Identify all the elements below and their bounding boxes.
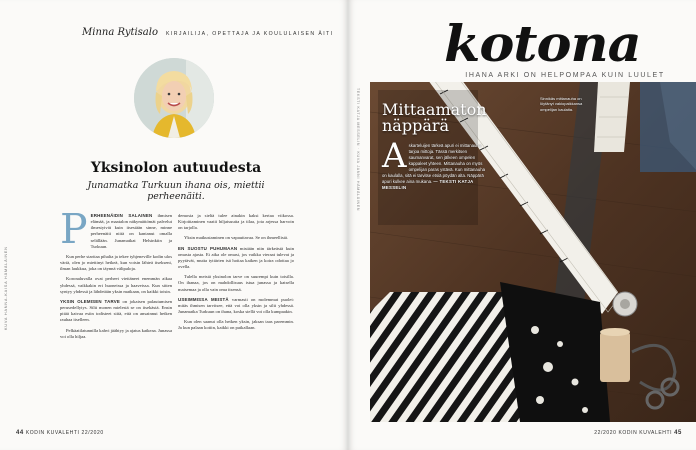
- paragraph: Kun olen saanut olla hetken yksin, jaksan taas paremmin. Ja kun palaan kotiin, kaikki on paikallaan.: [178, 319, 294, 331]
- photo-credit: KUVA HANNA-KAISA HÄMÄLÄINEN: [4, 246, 8, 330]
- folio-right: [594, 430, 682, 436]
- paragraph: Pelkäatilatunnilla kahvi jäähtyy ja ajatus katkeaa. Junassa voi olla hiljaa.: [60, 327, 173, 339]
- section-masthead: kotona: [444, 14, 641, 73]
- article-text: skarteluijen tärkeä apuri ei mittanauha tarjoa mittoja. Tässä merkitsen saumanvarat, sen jälkeen ompelen kappaleet yhteen. Mittanauha on myös ompelijan paras ystävä. Kun mittanauha on kaulalla, sitä ei tarvitse etsiä pöydän alta. Näppärä apuri kulkee aina mukana.: [382, 143, 485, 184]
- byline: [82, 22, 333, 40]
- page-title: Yksinolon autuudesta: [90, 160, 262, 176]
- paragraph: [178, 246, 294, 271]
- folio-left: [16, 430, 104, 436]
- article-title: [382, 102, 487, 134]
- right-page: [348, 0, 696, 450]
- paragraph-text: ihmisen elämää, ja maatalon näkymättömät palvelut ilmestyivät kuin itsestään sinne, minne perheenäiti niitä on kantanut omalla selällään. Junamatkat Helsinkiin ja Turkuun.: [90, 213, 172, 249]
- paragraph: [60, 299, 172, 324]
- article-title-line: näppärä: [382, 116, 450, 135]
- page-number: 44: [16, 430, 24, 436]
- lead-in: ERHEENÄIDIN SALAINEN: [90, 213, 153, 218]
- paragraph: [178, 297, 294, 315]
- article-signature: — TEKSTI KATJA MESSELIN: [382, 179, 474, 190]
- left-column-2: [178, 213, 294, 336]
- article-body: [382, 136, 490, 191]
- left-column-1: [60, 205, 173, 344]
- paragraph-text: mistään niin tärkeästä kuin omasta ajasta. Et aika ole omasi, jos vaikka vieraat tulevat ja pyytävät, mutta tyttärien isä hoitaa kaiken ja koira odottaa jo ovella.: [178, 245, 294, 270]
- byline-role: KIRJAILIJA, OPETTAJA JA KOULULAISEN ÄITI: [166, 31, 334, 37]
- byline-name: Minna Rytisalo: [82, 27, 158, 38]
- article-title-line: Mittaamaton: [382, 100, 487, 119]
- paragraph-text: on jokaisen palautumisen perusedellytys. Silti monen mielestä se on itsekästä. Ensin pitää kaivaa esiin todisteet siitä, että on ansainnut hetken rauhaa itselleen.: [60, 298, 173, 323]
- page-subtitle: Junamatka Turkuun ihana ois, miettii perheenäiti.: [87, 180, 265, 202]
- paragraph: demosia ja sieltä tulee ainakin kaksi kertaa viikossa. Kirjoittaminen vaatii hiljaisuutta ja tilaa, jota arjessa harvoin on tarjolla.: [178, 213, 294, 231]
- paragraph: Yksin matkustaminen on vapauttavaa. Se on ihmeellistä.: [184, 235, 289, 241]
- drop-cap: P: [60, 205, 88, 253]
- paragraph: Tulella meistä yksinolon tarve on suurempi kuin toisilla. On ihanaa, jos on mahdollisuus istua junassa ja katsella maisemaa ja olla vain oma itsensä.: [178, 274, 294, 292]
- page-number: 45: [674, 430, 682, 436]
- author-portrait: [134, 58, 214, 138]
- paragraph: Kun perhe starttaa pihalta ja tekee tyhjeneville kodin ulos väriä, olen jo miettinyt hetkeä, kun voisin lähteä itsekseni, ilman laukkua, joka on täynnä välipaloja.: [60, 253, 172, 272]
- lead-in: USEIMMISSA MEISTÄ: [178, 296, 229, 302]
- lead-in: YKSIN OLEMISEN TARVE: [60, 298, 121, 304]
- folio-text: 22/2020 KODIN KUVALEHTI: [594, 430, 673, 436]
- section-tagline: IHANA ARKI ON HELPOMPAA KUIN LUULET: [465, 72, 665, 79]
- paragraph: Koronaluvalla ovat perheet viettäneet enemmän aikaa yhdessä, vaikkakin eri huoneissa ja haaveissa. Kun sitten syntyy yhdessä ja lähdetään yksin matkaan, on kaikki toisin.: [60, 276, 172, 294]
- portrait-illustration: [134, 58, 214, 138]
- paragraph-text: varmasti on molemmat puolet: mitäs ihmisen tarvitsee, että voi olla yksin ja silti yhdessä. Junamatka Turkuun on ihana, koska siellä voi olla kumpaakin.: [178, 296, 294, 315]
- photo-credit: TEKSTI KATJA MESSELIN · KUVA JANNI HÄMÄLÄINEN: [356, 88, 360, 212]
- folio-text: KODIN KUVALEHTI 22/2020: [25, 430, 104, 436]
- drop-cap: A: [382, 136, 407, 176]
- photo-caption: Sinnikäs mittanauha on löytänyt vakiopaikkansa ompelijan kaulalta.: [540, 96, 583, 112]
- lead-in: EN SUOSTU PUHUMAAN: [178, 245, 238, 251]
